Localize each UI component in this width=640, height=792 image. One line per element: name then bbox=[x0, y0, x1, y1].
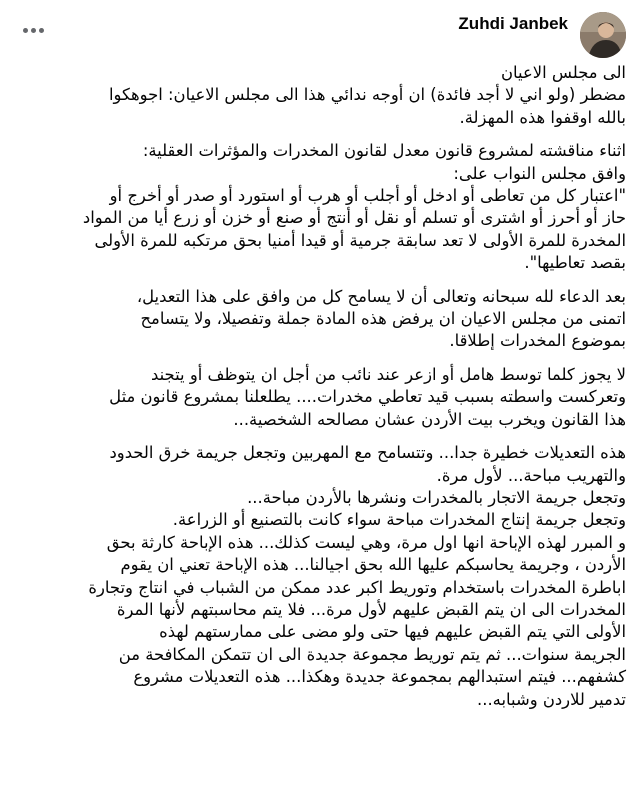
text-line: بقصد تعاطيها". bbox=[524, 253, 626, 273]
text-line: مضطر (ولو اني لا أجد فائدة) ان أوجه ندائي هذا الى مجلس الاعيان: اجوهكوا bbox=[108, 85, 626, 105]
avatar[interactable] bbox=[580, 12, 626, 58]
post-paragraph bbox=[14, 62, 626, 129]
text-line: الجريمة سنوات... ثم يتم توريط مجموعة جديدة الى ان تتمكن المكافحة من bbox=[118, 644, 626, 664]
text-line: اباطرة المخدرات باستخدام وتوريط اكبر عدد ممكن من الشباب في انتاج وتجارة bbox=[88, 577, 626, 597]
text-line: كشفهم... فيتم استبدالهم بمجموعة جديدة وهكذا... هذه التعديلات مشروع bbox=[133, 667, 626, 687]
text-line: اثناء مناقشته لمشروع قانون معدل لقانون المخدرات والمؤثرات العقلية: bbox=[142, 141, 626, 161]
post-paragraph bbox=[14, 140, 626, 274]
text-line: تدمير للاردن وشبابه... bbox=[477, 689, 626, 709]
more-horizontal-icon bbox=[39, 28, 44, 33]
text-line: المخدرة للمرة الأولى لا تعد سابقة جرمية أو قيدا أمنيا بحق مرتكبه للمرة الأولى bbox=[94, 230, 626, 250]
post-paragraph bbox=[14, 364, 626, 431]
text-line: المخدرات الى ان يتم القبض عليهم لأول مرة... فلا يتم محاسبتهم لأنها المرة bbox=[116, 599, 626, 619]
post-text bbox=[14, 62, 626, 722]
text-line: اتمنى من مجلس الاعيان ان يرفض هذه المادة جملة وتفصيلا، ولا يتسامح bbox=[140, 309, 626, 329]
text-line: وتجعل جريمة إنتاج المخدرات مباحة سواء كانت بالتصنيع أو الزراعة. bbox=[172, 510, 626, 530]
text-line: هذه التعديلات خطيرة جدا... وتتسامح مع المهربين وتجعل جريمة خرق الحدود bbox=[109, 443, 626, 463]
text-line: "اعتبار كل من تعاطى أو ادخل أو أجلب أو هرب أو استورد أو صدر أو أخرج أو bbox=[109, 186, 626, 206]
text-line: وتعركست واسطته بسبب قيد تعاطي مخدرات.... يطلعلنا بمشروع قانون مثل bbox=[109, 387, 626, 407]
text-line: وتجعل جريمة الاتجار بالمخدرات ونشرها بالأردن مباحة... bbox=[247, 487, 626, 507]
text-line: الأولى التي يتم القبض عليهم فيها حتى ولو مضى على ممارستهم لهذه bbox=[159, 622, 626, 642]
author-name[interactable]: Zuhdi Janbek bbox=[458, 14, 568, 33]
text-line: والتهريب مباحة... لأول مرة. bbox=[436, 465, 626, 485]
text-line: حاز أو أحرز أو اشترى أو تسلم أو نقل أو أنتج أو صنع أو خزن أو زرع أيا من المواد bbox=[82, 208, 626, 228]
text-line: بالله اوقفوا هذه المهزلة. bbox=[459, 107, 626, 127]
more-options-button[interactable] bbox=[18, 20, 48, 40]
text-line: وافق مجلس النواب على: bbox=[453, 163, 626, 183]
more-horizontal-icon bbox=[31, 28, 36, 33]
more-horizontal-icon bbox=[23, 28, 28, 33]
text-line: هذا القانون ويخرب بيت الأردن عشان مصالحه الشخصية... bbox=[233, 409, 626, 429]
text-line: بموضوع المخدرات إطلاقا. bbox=[449, 331, 626, 351]
avatar-photo bbox=[580, 12, 626, 58]
text-line: بعد الدعاء لله سبحانه وتعالى أن لا يسامح كل من وافق على هذا التعديل، bbox=[136, 286, 626, 306]
post-paragraph bbox=[14, 442, 626, 711]
text-line: و المبرر لهذه الإباحة انها اول مرة، وهي ليست كذلك... هذه الإباحة كارثة بحق bbox=[106, 532, 626, 552]
text-line: لا يجوز كلما توسط هامل أو ازعر عند نائب من أجل ان يتوظف أو يتجند bbox=[150, 364, 626, 384]
text-line: الى مجلس الاعيان bbox=[501, 63, 626, 82]
post-header bbox=[0, 0, 640, 60]
text-line: الأردن ، وجريمة يحاسبكم عليها الله بحق اجيالنا... هذه الإباحة تعني ان يقوم bbox=[120, 555, 626, 575]
post-paragraph bbox=[14, 286, 626, 353]
